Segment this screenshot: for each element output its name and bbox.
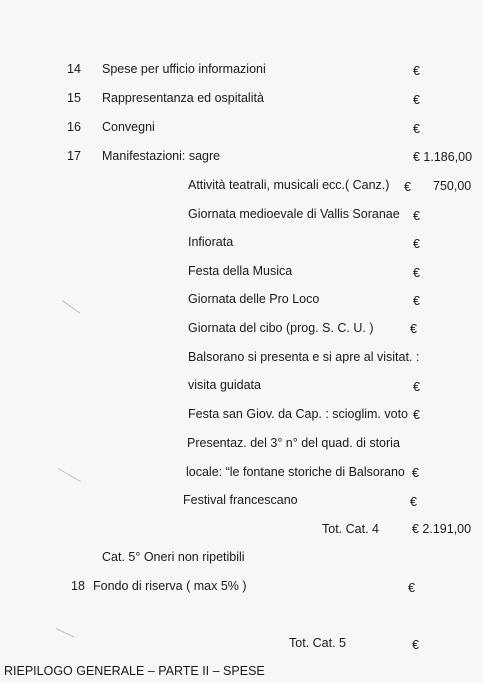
item-number: 14 — [67, 62, 81, 76]
scan-mark — [62, 300, 81, 313]
item-number: 15 — [67, 91, 81, 105]
sub-item-label: Giornata medioevale di Vallis Soranae — [188, 207, 400, 221]
total-label: Tot. Cat. 5 — [289, 636, 346, 650]
item-amount: € — [413, 64, 420, 78]
sub-item-amount: € — [413, 237, 420, 251]
scan-mark — [56, 628, 75, 637]
sub-item-label: Giornata delle Pro Loco — [188, 292, 320, 306]
item-amount: € 1.186,00 — [413, 150, 473, 164]
sub-item-currency: € — [404, 180, 411, 194]
sub-item-label: Festival francescano — [183, 493, 298, 507]
sub-item-amount: € — [410, 495, 417, 509]
item-label: Rappresentanza ed ospitalità — [102, 91, 264, 105]
sub-item-label: Attività teatrali, musicali ecc.( Canz.) — [188, 178, 390, 192]
item-amount: € — [413, 122, 420, 136]
total-amount: € 2.191,00 — [412, 522, 472, 536]
sub-item-label: visita guidata — [188, 378, 261, 392]
sub-item-amount: € — [413, 408, 420, 422]
sub-item-amount: € — [413, 294, 420, 308]
total-label: Tot. Cat. 4 — [322, 522, 379, 536]
sub-item-label: Balsorano si presenta e si apre al visitat. : — [188, 350, 420, 364]
sub-item-value: 750,00 — [433, 179, 472, 193]
sub-item-amount: € — [410, 322, 417, 336]
item-amount: € — [408, 581, 415, 595]
sub-item-label: Infiorata — [188, 235, 234, 249]
item-label: Manifestazioni: sagre — [102, 149, 221, 163]
item-label: Fondo di riserva ( max 5% ) — [93, 579, 247, 593]
sub-item-amount: € — [413, 209, 420, 223]
item-number: 18 — [71, 579, 85, 593]
sub-item-label: locale: “le fontane storiche di Balsorano — [186, 465, 405, 479]
footer-heading: RIEPILOGO GENERALE – PARTE II – SPESE — [4, 664, 265, 678]
scan-mark — [58, 468, 81, 482]
sub-item-amount: € — [413, 266, 420, 280]
item-amount: € — [413, 93, 420, 107]
sub-item-label: Giornata del cibo (prog. S. C. U. ) — [188, 321, 374, 335]
item-number: 16 — [67, 120, 81, 134]
total-amount: € — [412, 638, 419, 652]
sub-item-amount: € — [413, 380, 420, 394]
sub-item-label: Festa san Giov. da Cap. : scioglіm. voto — [188, 407, 409, 421]
item-label: Spese per ufficio informazioni — [102, 62, 266, 76]
item-label: Convegni — [102, 120, 155, 134]
item-number: 17 — [67, 149, 81, 163]
sub-item-label: Presentaz. del 3° n° del quad. di storia — [187, 436, 400, 450]
sub-item-label: Festa della Musica — [188, 264, 293, 278]
sub-item-amount: € — [412, 466, 419, 480]
category-heading: Cat. 5° Oneri non ripetibili — [102, 550, 245, 564]
